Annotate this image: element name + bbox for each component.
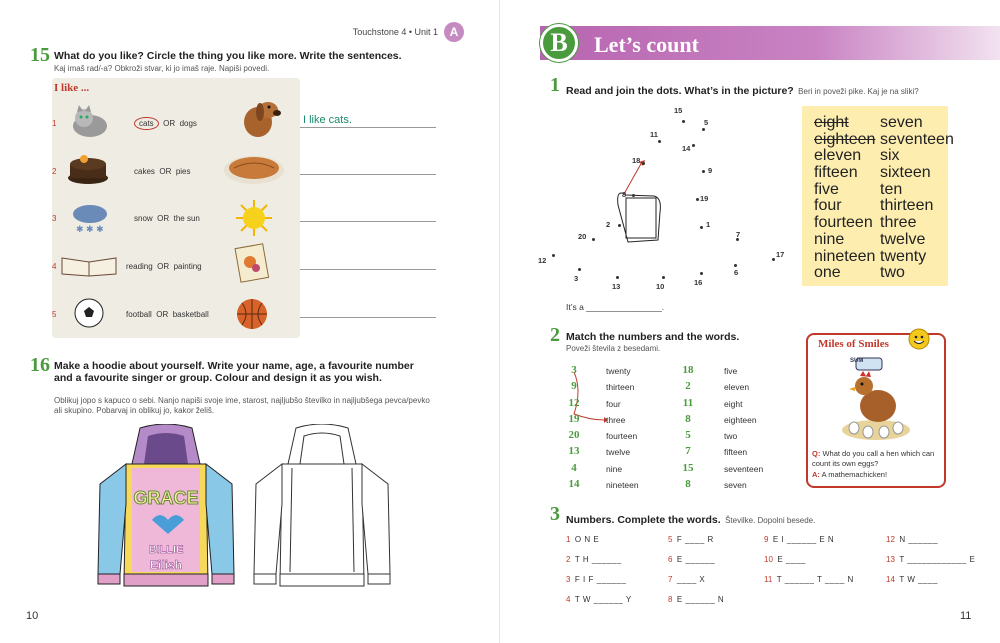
match-number: 5	[685, 429, 691, 442]
dot-label: 8	[622, 190, 627, 199]
match-col1-nums	[564, 364, 584, 494]
ex1-number	[550, 74, 560, 97]
unit-header	[353, 22, 464, 42]
answer-line-4[interactable]	[300, 269, 436, 270]
word-item: ten	[880, 180, 903, 198]
word-item-crossed: eighteen	[814, 130, 876, 148]
unit-header-text: Touchstone 4 • Unit 1	[352, 27, 438, 37]
page-number-left: 10	[26, 610, 39, 622]
sun-image	[234, 198, 274, 238]
hen-sign-text: SUM	[850, 358, 864, 364]
pie-image	[222, 150, 286, 186]
ex1-subtitle: Beri in poveži pike. Kaj je na sliki?	[798, 87, 919, 96]
ex3-item-num: 9	[764, 535, 769, 544]
coloured-hoodie	[96, 424, 236, 600]
word-item: fifteen	[814, 164, 858, 182]
match-col2-words	[724, 366, 763, 496]
ex3-item[interactable]	[764, 569, 854, 587]
section-letter-badge: B	[540, 24, 578, 62]
ex1-heading	[566, 81, 986, 99]
book-image	[60, 252, 118, 278]
match-number: 8	[685, 478, 691, 491]
ex15-number	[30, 44, 50, 67]
ex3-item-num: 13	[886, 555, 895, 564]
ex3-item-text: T ______ T ____ N	[776, 575, 854, 584]
option-a[interactable]: reading	[126, 262, 153, 271]
q-text: What do you call a hen which can count its own eggs?	[812, 449, 935, 468]
ex3-item-text: T W ______ Y	[574, 595, 632, 604]
ex3-item-text: O N E	[574, 535, 600, 544]
ex3-number	[550, 503, 560, 526]
hoodie-name: GRACE	[133, 488, 199, 508]
match-number: 13	[568, 445, 580, 458]
match-word[interactable]: eleven	[724, 382, 750, 393]
word-item: nineteen	[814, 247, 876, 265]
ex3-item-text: E ______ N	[676, 595, 725, 604]
ex3-item-num: 1	[566, 535, 571, 544]
ex3-item-text: T H ______	[574, 555, 622, 564]
ex15-title: What do you like? Circle the thing you like more. Write the sentences.	[54, 50, 402, 62]
or-word: OR	[157, 214, 170, 223]
dot-label: 9	[708, 166, 713, 175]
ex3-item-num: 6	[668, 555, 673, 564]
ex3-item[interactable]	[566, 589, 632, 607]
row-number: 2	[52, 167, 57, 176]
option-a-circled[interactable]: cats	[134, 117, 159, 130]
cake-image	[66, 150, 110, 186]
ex16-subtitle: Oblikuj jopo s kapuco o sebi. Nanjo napiši svoje ime, starost, najljubšo številko in najljubšega pevca/pevko ali skupino. Pobarvaj in oblikuj jo, kakor želiš.	[54, 396, 430, 415]
dot-label: 10	[656, 282, 665, 291]
dot-label: 1	[706, 220, 711, 229]
row-words	[126, 262, 202, 271]
ex16-title: Make a hoodie about yourself. Write your name, age, a favourite number and a favourite singer or group. Colour and design it as you wish.	[54, 360, 414, 384]
dot-label: 14	[682, 144, 691, 153]
or-word: OR	[157, 262, 170, 271]
ex3-item-num: 2	[566, 555, 571, 564]
word-item: twenty	[880, 247, 927, 265]
smiley-icon	[908, 328, 930, 350]
ex2-subtitle: Poveži števila z besedami.	[566, 344, 661, 353]
option-a[interactable]: football	[126, 310, 152, 319]
row-words	[126, 310, 209, 319]
word-item: four	[814, 197, 842, 215]
match-word[interactable]: twelve	[606, 447, 631, 458]
row-number: 5	[52, 310, 57, 319]
football-image	[74, 298, 104, 328]
ex3-item[interactable]	[566, 569, 626, 587]
row-words	[134, 119, 197, 128]
ex2-number	[550, 324, 560, 347]
riddle-answer	[812, 470, 938, 479]
ex3-item-text: F ____ R	[676, 535, 714, 544]
match-word[interactable]: fourteen	[606, 431, 638, 442]
word-item: one	[814, 264, 841, 282]
ex3-number-text: 3	[550, 503, 560, 525]
match-word[interactable]: thirteen	[606, 382, 635, 393]
match-col2-nums	[678, 364, 698, 494]
match-number: 20	[568, 429, 580, 442]
match-number: 14	[568, 478, 580, 491]
ex1-title: Read and join the dots. What’s in the picture?	[566, 85, 794, 97]
option-a[interactable]: snow	[134, 214, 153, 223]
answer-line-1[interactable]	[300, 127, 436, 128]
dog-image	[232, 96, 282, 138]
match-word[interactable]: nineteen	[606, 480, 639, 491]
or-word: OR	[159, 167, 172, 176]
ex3-item-text: E ______	[676, 555, 716, 564]
word-item: seventeen	[880, 130, 954, 148]
match-word[interactable]: eight	[724, 398, 743, 409]
ex3-item-text: T W ____	[899, 575, 938, 584]
ex3-item-text: N ______	[899, 535, 939, 544]
q-label: Q:	[812, 449, 821, 458]
word-item: fourteen	[814, 214, 873, 232]
word-item: five	[814, 180, 839, 198]
painting-image	[234, 242, 270, 286]
dot-label: 7	[736, 230, 741, 239]
row-number: 3	[52, 214, 57, 223]
dot-label: 18	[632, 156, 641, 165]
ex3-item[interactable]	[886, 569, 938, 587]
ex3-item[interactable]	[886, 529, 938, 547]
word-item: two	[880, 264, 905, 282]
match-word[interactable]: two	[724, 431, 738, 442]
unit-badge: A	[444, 22, 464, 42]
match-word[interactable]: seventeen	[724, 463, 764, 474]
ex3-heading	[566, 510, 815, 528]
dot-label: 2	[606, 220, 611, 229]
row-words	[134, 214, 200, 223]
hen-on-eggs-image	[834, 356, 918, 442]
page-number-right: 11	[960, 610, 972, 622]
match-word[interactable]: three	[606, 414, 626, 425]
answer-line-5[interactable]	[300, 317, 436, 318]
ex3-item-text: ____ X	[676, 575, 706, 584]
dot-label: 5	[704, 118, 709, 127]
match-number: 19	[568, 412, 580, 425]
ex3-item-num: 10	[764, 555, 773, 564]
ex3-item[interactable]	[668, 529, 714, 547]
word-item: thirteen	[880, 197, 934, 215]
match-word[interactable]: twenty	[606, 366, 631, 376]
ex15-heading: I like ...	[54, 82, 90, 94]
match-number: 12	[568, 396, 580, 409]
word-item-crossed: eight	[814, 114, 849, 131]
word-col-2	[880, 114, 954, 281]
word-col-1	[814, 114, 875, 281]
right-page	[500, 0, 1000, 643]
ex3-item[interactable]	[764, 549, 806, 567]
ex3-subtitle: Številke. Dopolni besede.	[725, 516, 816, 525]
word-item: seven	[880, 114, 923, 131]
cat-image	[70, 104, 110, 138]
ex3-item[interactable]	[566, 549, 622, 567]
match-number: 3	[571, 364, 577, 376]
ex3-item-num: 7	[668, 575, 673, 584]
match-number: 8	[685, 412, 691, 425]
match-word[interactable]: fifteen	[724, 447, 748, 458]
row-words	[134, 167, 191, 176]
ex3-item[interactable]	[668, 589, 724, 607]
ex3-item-num: 5	[668, 535, 673, 544]
dot-label: 16	[694, 278, 703, 287]
row-number: 4	[52, 262, 57, 271]
option-a[interactable]: cakes	[134, 167, 155, 176]
row-number: 1	[52, 119, 57, 128]
ex3-item-num: 12	[886, 535, 895, 544]
section-title: Let’s count	[594, 32, 699, 57]
option-b[interactable]: basketball	[172, 310, 209, 319]
ex3-item-num: 8	[668, 595, 673, 604]
ex3-item-text: E I ______ E N	[772, 535, 835, 544]
ex3-item-num: 11	[764, 575, 773, 584]
hoodie-singer-2: Eilish	[149, 558, 182, 572]
dot-label: 20	[578, 232, 587, 241]
ex15-subtitle: Kaj imaš rad/-a? Obkroži stvar, ki jo imaš raje. Napiši povedi.	[54, 64, 270, 73]
dot-label: 12	[538, 256, 547, 265]
hoodie-singer-1: BILLIE	[148, 544, 184, 556]
a-label: A:	[812, 470, 820, 479]
dot-label: 13	[612, 282, 621, 291]
snow-cloud-image	[70, 202, 110, 236]
dot-label: 3	[574, 274, 579, 283]
ex3-item-text: F I F ______	[574, 575, 627, 584]
ex1-number-text: 1	[550, 74, 560, 96]
ex3-item-num: 4	[566, 595, 571, 604]
word-item: twelve	[880, 230, 926, 248]
dot-label: 11	[650, 130, 658, 139]
option-b[interactable]: painting	[173, 262, 202, 271]
dot-label: 6	[734, 268, 739, 277]
blank-hoodie-outline[interactable]	[252, 424, 392, 600]
match-number: 15	[682, 461, 694, 474]
option-b[interactable]: dogs	[179, 119, 197, 128]
example-answer: I like cats.	[303, 114, 352, 126]
word-item: nine	[814, 230, 845, 248]
option-b[interactable]: pies	[175, 167, 191, 176]
ex3-item[interactable]	[566, 529, 599, 547]
or-word: OR	[163, 119, 176, 128]
ex16-number-text: 16	[30, 354, 50, 376]
ex3-item[interactable]	[886, 549, 975, 567]
match-word[interactable]: seven	[724, 480, 747, 491]
answer-line-2[interactable]	[300, 174, 436, 175]
match-number: 2	[685, 380, 691, 393]
option-b[interactable]: the sun	[173, 214, 200, 223]
miles-title: Miles of Smiles	[818, 338, 889, 350]
match-number: 7	[685, 445, 691, 458]
basketball-image	[236, 298, 268, 330]
answer-line-3[interactable]	[300, 221, 436, 222]
ex2-title: Match the numbers and the words.	[566, 331, 740, 343]
match-number: 4	[571, 461, 577, 474]
ex3-item-text: T ____________ E	[899, 555, 976, 564]
match-word[interactable]: eighteen	[724, 414, 757, 425]
ex16-number	[30, 354, 50, 377]
dot-to-dot-area[interactable]	[536, 100, 796, 300]
dot-label: 17	[776, 250, 785, 259]
a-text: A mathemachicken!	[821, 470, 888, 479]
match-word[interactable]: five	[724, 366, 738, 376]
match-word[interactable]: nine	[606, 463, 623, 474]
match-number: 9	[571, 380, 577, 393]
ex1-answer-prompt[interactable]: It’s a ________________.	[566, 302, 665, 312]
ex3-item[interactable]	[668, 569, 705, 587]
or-word: OR	[156, 310, 169, 319]
ex3-item-num: 3	[566, 575, 571, 584]
word-item: eleven	[814, 147, 862, 165]
ex3-item[interactable]	[668, 549, 715, 567]
svg-text:✱ ✱ ✱: ✱ ✱ ✱	[76, 224, 104, 234]
riddle-question	[812, 449, 938, 469]
word-item: three	[880, 214, 917, 232]
match-number: 11	[682, 396, 694, 409]
dot-label: 15	[674, 106, 683, 115]
ex3-item[interactable]	[764, 529, 834, 547]
ex15-number-text: 15	[30, 44, 50, 66]
match-number: 18	[682, 364, 694, 376]
word-item: six	[880, 147, 900, 165]
word-item: sixteen	[880, 164, 931, 182]
ex3-title: Numbers. Complete the words.	[566, 514, 721, 526]
match-col1-words	[606, 366, 639, 496]
ex3-item-text: E ____	[777, 555, 806, 564]
ex2-number-text: 2	[550, 324, 560, 346]
ex3-item-num: 14	[886, 575, 895, 584]
dot-label: 19	[700, 194, 709, 203]
match-word[interactable]: four	[606, 398, 621, 409]
